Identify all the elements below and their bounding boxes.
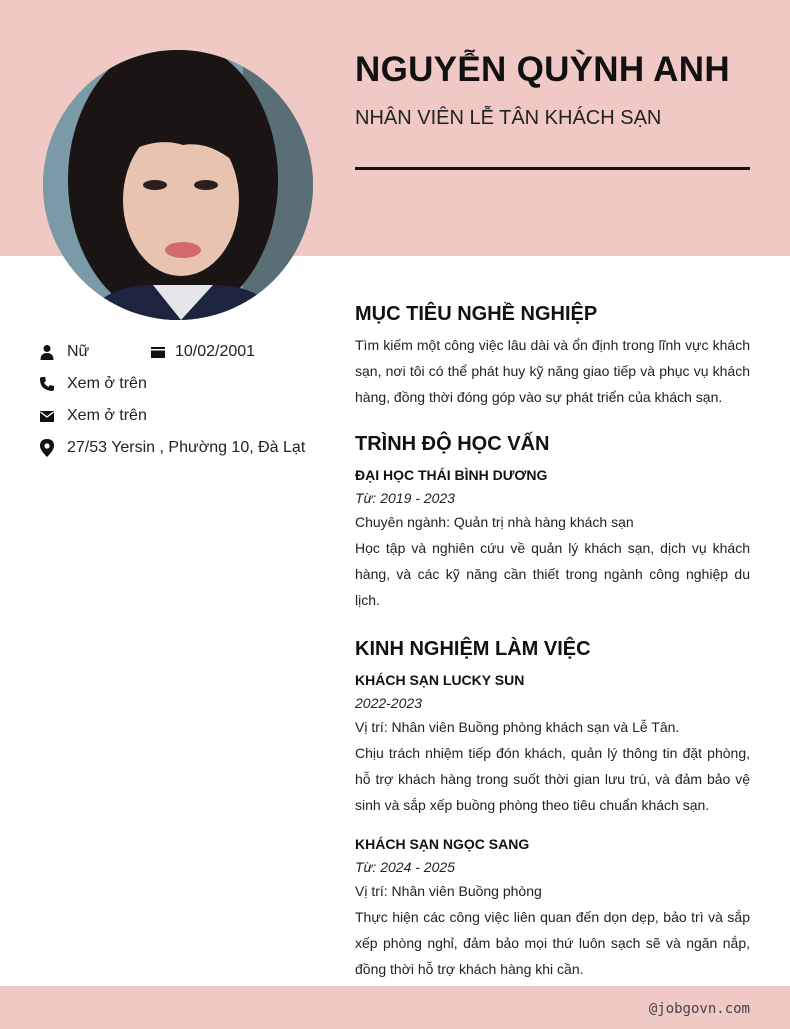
experience-heading: KINH NGHIỆM LÀM VIỆC xyxy=(355,638,591,660)
job-position: Vị trí: Nhân viên Buồng phòng xyxy=(355,883,542,899)
contact-email xyxy=(38,404,338,428)
calendar-icon xyxy=(149,343,167,361)
company-name: KHÁCH SẠN LUCKY SUN xyxy=(355,672,525,688)
contact-dob xyxy=(149,340,255,364)
user-icon xyxy=(38,343,56,361)
footer-watermark: @jobgovn.com xyxy=(648,1001,750,1017)
profile-photo xyxy=(43,50,313,320)
company-name: KHÁCH SẠN NGỌC SANG xyxy=(355,836,530,852)
address-value: 27/53 Yersin , Phường 10, Đà Lạt xyxy=(67,439,306,456)
job-period: 2022-2023 xyxy=(355,695,422,711)
education-heading: TRÌNH ĐỘ HỌC VẤN xyxy=(355,433,550,455)
phone-icon xyxy=(38,375,56,393)
education-period: Từ: 2019 - 2023 xyxy=(355,490,455,506)
dob-value: 10/02/2001 xyxy=(175,343,256,360)
job-title: NHÂN VIÊN LỄ TÂN KHÁCH SẠN xyxy=(355,107,662,129)
mail-icon xyxy=(38,407,56,425)
title-divider xyxy=(355,167,750,170)
job-position: Vị trí: Nhân viên Buồng phòng khách sạn và Lễ Tân. xyxy=(355,719,680,735)
education-major: Chuyên ngành: Quản trị nhà hàng khách sạn xyxy=(355,514,634,530)
contact-phone xyxy=(38,372,338,396)
job-period: Từ: 2024 - 2025 xyxy=(355,859,455,875)
email-value: Xem ở trên xyxy=(67,407,147,424)
experience-item xyxy=(355,668,750,818)
phone-value: Xem ở trên xyxy=(67,375,147,392)
school-name: ĐẠI HỌC THÁI BÌNH DƯƠNG xyxy=(355,467,548,483)
job-description: Thực hiện các công việc liên quan đến dọn dẹp, bảo trì và sắp xếp phòng nghỉ, đảm bảo mọi thứ luôn sạch sẽ và ngăn nắp, đồng thời hỗ trợ khách hàng khi cần. xyxy=(355,909,750,977)
objective-heading: MỤC TIÊU NGHỀ NGHIỆP xyxy=(355,303,598,325)
gender-value: Nữ xyxy=(67,343,90,360)
candidate-name: NGUYỄN QUỲNH ANH xyxy=(355,50,730,89)
job-description: Chịu trách nhiệm tiếp đón khách, quản lý thông tin đặt phòng, hỗ trợ khách hàng trong suốt thời gian lưu trú, và đảm bảo vệ sinh và sắp xếp buồng phòng theo tiêu chuẩn khách sạn. xyxy=(355,745,750,813)
main-content xyxy=(355,300,750,982)
objective-text: Tìm kiếm một công việc lâu dài và ổn định trong lĩnh vực khách sạn, nơi tôi có thể phát huy kỹ năng giao tiếp và phục vụ khách hàng, đồng thời đóng góp vào sự phát triển của khách sạn. xyxy=(355,337,750,405)
education-description: Học tập và nghiên cứu về quản lý khách sạn, dịch vụ khách hàng, và các kỹ năng cần thiết trong ngành công nghiệp du lịch. xyxy=(355,540,750,608)
location-pin-icon xyxy=(38,439,56,457)
experience-item xyxy=(355,832,750,982)
contact-address xyxy=(38,436,338,460)
